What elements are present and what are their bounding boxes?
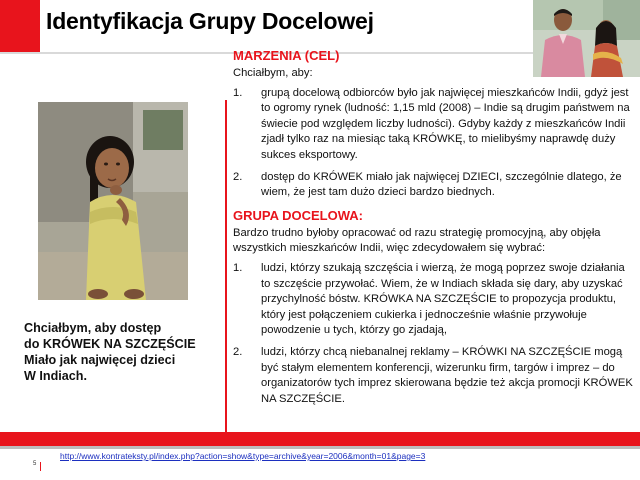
list-number: 1. (233, 86, 243, 99)
source-link[interactable]: http://www.kontrateksty.pl/index.php?action=show&type=archive&year=2006&month=01&page=3 (60, 451, 426, 461)
list-number: 2. (233, 345, 243, 358)
caption-line: do KRÓWEK NA SZCZĘŚCIE (24, 337, 196, 351)
red-corner-block (0, 0, 40, 52)
list-text: dostęp do KRÓWEK miało jak najwięcej DZIECI, szczególnie dlatego, że wiem, że jest tam dużo dzieci bardzo biednych. (261, 170, 622, 199)
list-item (233, 261, 633, 339)
list-number: 2. (233, 170, 243, 183)
left-caption (24, 320, 196, 384)
list-text: ludzi, którzy chcą niebanalnej reklamy – KRÓWKI NA SZCZĘŚCIE mogą być stałym elementem konferencji, wizerunku firm, targów i imprez – do organizatorów tych imprez skierowana będzie też akcja promocji KRÓWEK NA SZCZĘŚCIE. (261, 345, 633, 405)
section-intro: Chciałbym, aby: (233, 67, 313, 79)
list-number: 1. (233, 261, 243, 274)
slide-title: Identyfikacja Grupy Docelowej (46, 8, 374, 34)
footer-red-bar (0, 432, 640, 446)
main-content (233, 47, 633, 413)
list-text: ludzi, którzy szukają szczęścia i wierzą, że mogą poprzez swoje działania to szczęście przywołać. Wiem, że w Indiach składa się dary, aby uzyskać przychylność bóstw. KRÓWKA NA SZCZĘŚCIE to propozycja produktu, który jest połączeniem cukierka i jednocześnie właśnie przywołuje powodzenie u tych, którzy go zjadają, (261, 261, 625, 337)
list-item (233, 86, 633, 164)
section-heading-goals: MARZENIA (CEL) (233, 48, 340, 63)
list-item (233, 345, 633, 407)
page-number-tick (40, 462, 41, 471)
caption-line: Miało jak najwięcej dzieci (24, 353, 176, 367)
content-divider (225, 100, 227, 432)
list-item (233, 170, 633, 201)
girl-photo (38, 102, 188, 300)
caption-line: Chciałbym, aby dostęp (24, 321, 162, 335)
footer-gray-line (0, 446, 640, 449)
page-number: 5 (33, 461, 37, 467)
caption-line: W Indiach. (24, 369, 87, 383)
list-text: grupą docelową odbiorców było jak najwięcej mieszkańców Indii, gdyż jest to ogromy rynek (ludność: 1,15 mld (2008) – Indie są drugim państwem na świecie pod względem liczby ludności). Gdyby każdy z mieszkańców Indii zjadł tylko raz na miesiąc taką KRÓWKĘ, to mielibyśmy naprawdę duży sukces eksportowy. (261, 86, 630, 161)
section-intro: Bardzo trudno byłoby opracować od razu strategię promocyjną, aby objęła wszystkich mieszkańców Indii, więc zdecydowałem się wybrać: (233, 226, 601, 255)
section-heading-target-group: GRUPA DOCELOWA: (233, 207, 363, 223)
